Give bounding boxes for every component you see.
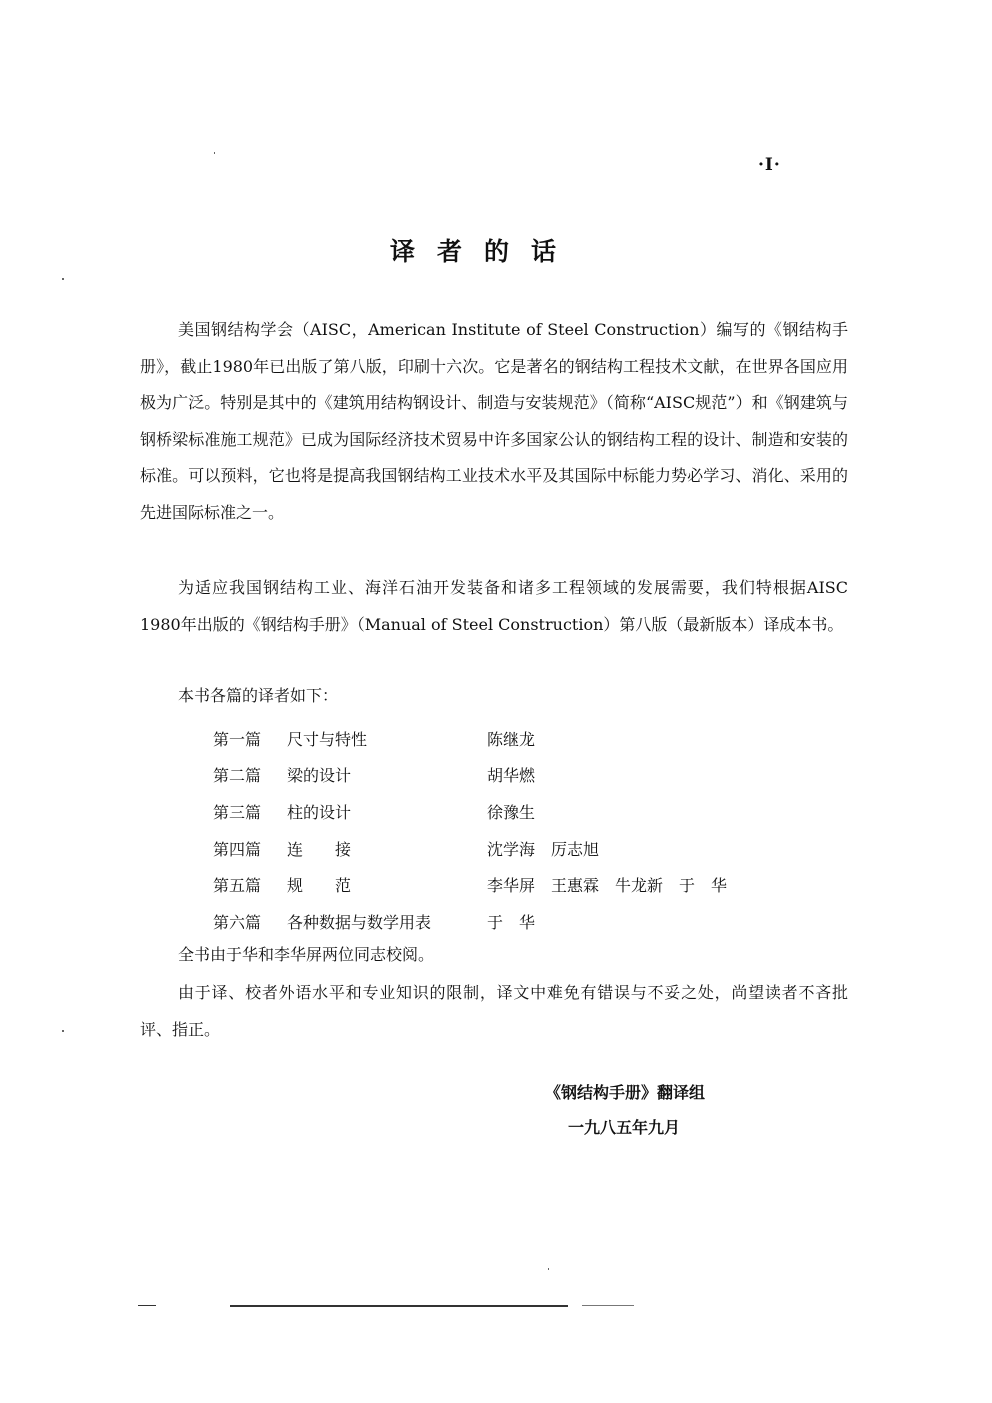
list-item [213, 830, 727, 867]
part-title: 规 范 [287, 876, 352, 896]
list-item [213, 793, 727, 830]
paragraph-translation-purpose: 为适应我国钢结构工业、海洋石油开发装备和诸多工程领域的发展需要，我们特根据AISC 1980年出版的《钢结构手册》（Manual of Steel Construction）第八版（最新版本）译成本书。 [140, 578, 848, 634]
page-number: ·I· [758, 155, 781, 175]
list-item [213, 757, 727, 794]
list-item [213, 866, 727, 903]
scan-speck [214, 152, 215, 154]
scan-speck [548, 1268, 549, 1270]
list-item [213, 903, 727, 940]
scan-speck [62, 278, 64, 280]
part-title: 尺寸与特性 [287, 729, 368, 749]
translator-list [213, 720, 727, 940]
part-translators: 陈继龙 [487, 729, 536, 749]
scan-line [230, 1305, 568, 1307]
paragraph-aisc-intro: 美国钢结构学会（AISC，American Institute of Steel Construction）编写的《钢结构手册》，截止1980年已出版了第八版，印刷十六次。它是著名的钢结构工程技术文献，在世界各国应用极为广泛。特别是其中的《建筑用结构钢设计、制造与安装规范》（简称“AISC规范”）和《钢建筑与钢桥梁标准施工规范》已成为国际经济技术贸易中许多国家公认的钢结构工程的设计、制造和安装的标准。可以预料，它也将是提高我国钢结构工业技术水平及其国际中标能力势必学习、消化、采用的先进国际标准之一。 [140, 320, 848, 522]
part-translators: 于 华 [487, 912, 536, 932]
paragraph-proofreaders: 全书由于华和李华屏两位同志校阅。 [178, 945, 435, 964]
part-translators: 胡华燃 [487, 766, 536, 786]
part-title: 各种数据与数学用表 [287, 912, 432, 932]
scan-speck [62, 1030, 64, 1032]
part-title: 柱的设计 [287, 802, 352, 822]
part-number: 第五篇 [213, 876, 262, 896]
part-number: 第一篇 [213, 729, 262, 749]
list-item [213, 720, 727, 757]
part-number: 第三篇 [213, 802, 262, 822]
scan-line [582, 1305, 634, 1306]
part-title: 连 接 [287, 839, 352, 859]
paragraph-apology: 由于译、校者外语水平和专业知识的限制，译文中难免有错误与不妥之处，尚望读者不吝批评、指正。 [140, 983, 848, 1039]
part-title: 梁的设计 [287, 766, 352, 786]
signature-date: 一九八五年九月 [568, 1118, 681, 1137]
translators-intro: 本书各篇的译者如下： [178, 686, 339, 705]
part-number: 第六篇 [213, 912, 262, 932]
part-number: 第二篇 [213, 766, 262, 786]
part-translators: 徐豫生 [487, 802, 536, 822]
page-title: 译者的话 [390, 237, 579, 266]
part-translators: 李华屏 王惠霖 牛龙新 于 华 [487, 876, 728, 896]
part-number: 第四篇 [213, 839, 262, 859]
scan-line [138, 1305, 156, 1306]
signature-group: 《钢结构手册》翻译组 [545, 1083, 706, 1102]
part-translators: 沈学海 厉志旭 [487, 839, 600, 859]
